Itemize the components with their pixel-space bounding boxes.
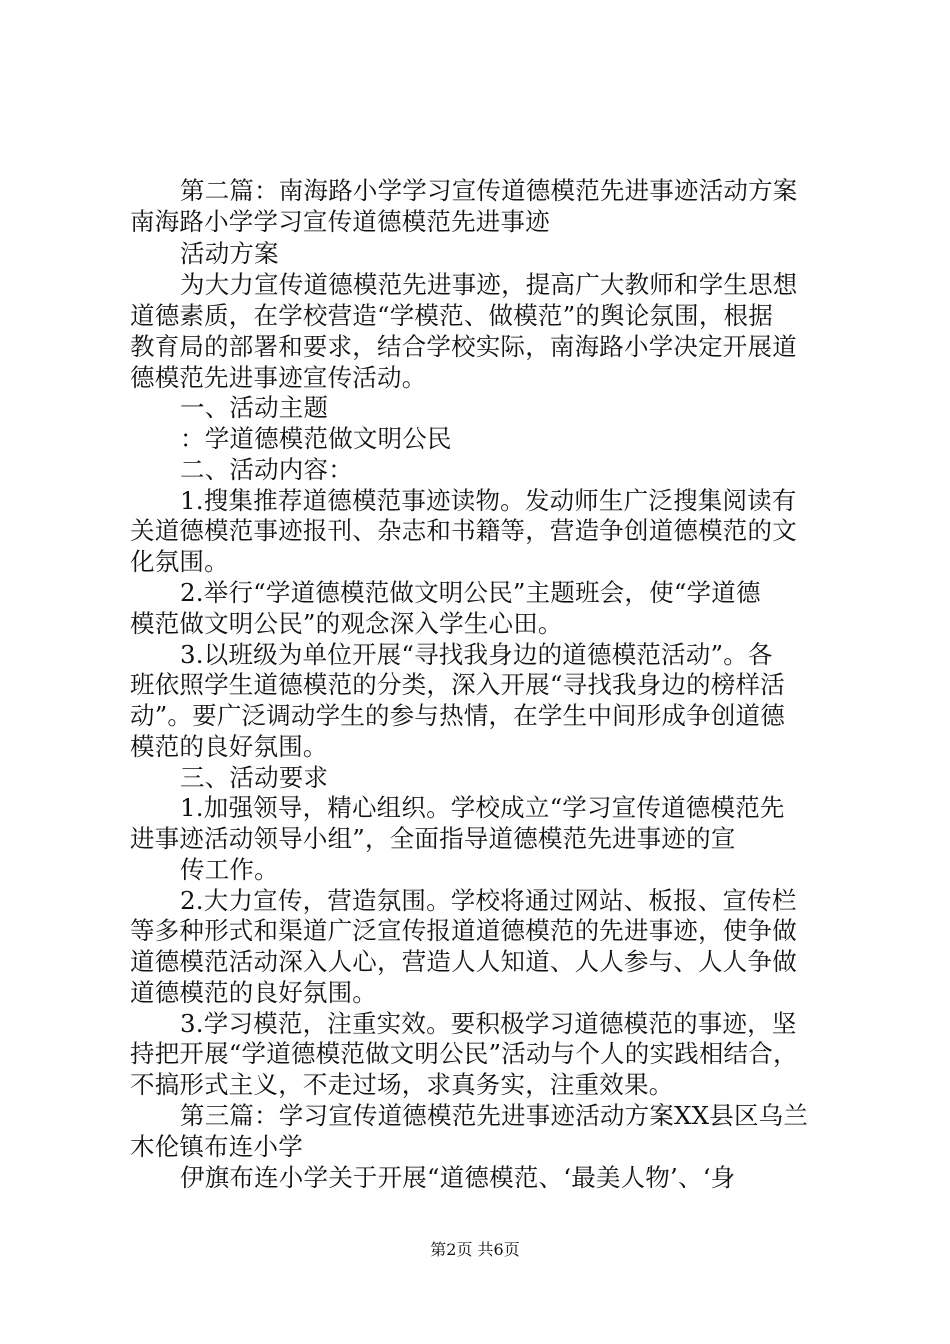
text-line: 班依照学生道德模范的分类，深入开展“寻找我身边的榜样活 xyxy=(130,670,785,699)
text-line: 南海路小学学习宣传道德模范先进事迹 xyxy=(130,207,550,236)
text-line: 教育局的部署和要求，结合学校实际，南海路小学决定开展道 xyxy=(130,332,797,361)
text-line: 1.加强领导，精心组织。学校成立“学习宣传道德模范先 xyxy=(180,793,785,822)
text-line: 道德模范活动深入人心，营造人人知道、人人参与、人人争做 xyxy=(130,947,797,976)
text-line: 道德模范的良好氛围。 xyxy=(130,978,377,1007)
text-line: 第二篇：南海路小学学习宣传道德模范先进事迹活动方案 xyxy=(180,176,798,205)
text-line: 3.学习模范，注重实效。要积极学习道德模范的事迹，坚 xyxy=(180,1009,797,1038)
page-number-footer: 第2页 共6页 xyxy=(430,1240,520,1259)
text-line: 为大力宣传道德模范先进事迹，提高广大教师和学生思想 xyxy=(180,270,798,299)
section-heading: 三、活动要求 xyxy=(180,763,329,792)
text-line: 模范的良好氛围。 xyxy=(130,732,328,761)
text-line: 2.举行“学道德模范做文明公民”主题班会，使“学道德 xyxy=(180,578,761,607)
text-line: 第三篇：学习宣传道德模范先进事迹活动方案XX县区乌兰 xyxy=(180,1101,809,1130)
text-line: 持把开展“学道德模范做文明公民”活动与个人的实践相结合， xyxy=(130,1039,798,1068)
text-line: 伊旗布连小学关于开展“道德模范、‘最美人物’、‘身 xyxy=(180,1163,736,1192)
text-line: 不搞形式主义，不走过场，求真务实，注重效果。 xyxy=(130,1070,674,1099)
text-line: 活动方案 xyxy=(180,239,279,268)
text-line: 1.搜集推荐道德模范事迹读物。发动师生广泛搜集阅读有 xyxy=(180,486,797,515)
text-line: 木伦镇布连小学 xyxy=(130,1132,303,1161)
section-heading: 二、活动内容： xyxy=(180,455,353,484)
text-line: 进事迹活动领导小组”，全面指导道德模范先进事迹的宣 xyxy=(130,824,736,853)
text-line: 3.以班级为单位开展“寻找我身边的道德模范活动”。各 xyxy=(180,640,773,669)
text-line: ：学道德模范做文明公民 xyxy=(180,424,452,453)
text-line: 关道德模范事迹报刊、杂志和书籍等，营造争创道德模范的文 xyxy=(130,516,797,545)
text-line: 动”。要广泛调动学生的参与热情，在学生中间形成争创道德 xyxy=(130,701,785,730)
text-line: 传工作。 xyxy=(180,855,279,884)
text-line: 2.大力宣传，营造氛围。学校将通过网站、板报、宣传栏 xyxy=(180,886,797,915)
section-heading: 一、活动主题 xyxy=(180,393,329,422)
text-line: 等多种形式和渠道广泛宣传报道道德模范的先进事迹，使争做 xyxy=(130,916,797,945)
text-line: 道德素质，在学校营造“学模范、做模范”的舆论氛围，根据 xyxy=(130,301,773,330)
text-line: 德模范先进事迹宣传活动。 xyxy=(130,363,427,392)
text-line: 化氛围。 xyxy=(130,547,229,576)
text-line: 模范做文明公民”的观念深入学生心田。 xyxy=(130,609,563,638)
